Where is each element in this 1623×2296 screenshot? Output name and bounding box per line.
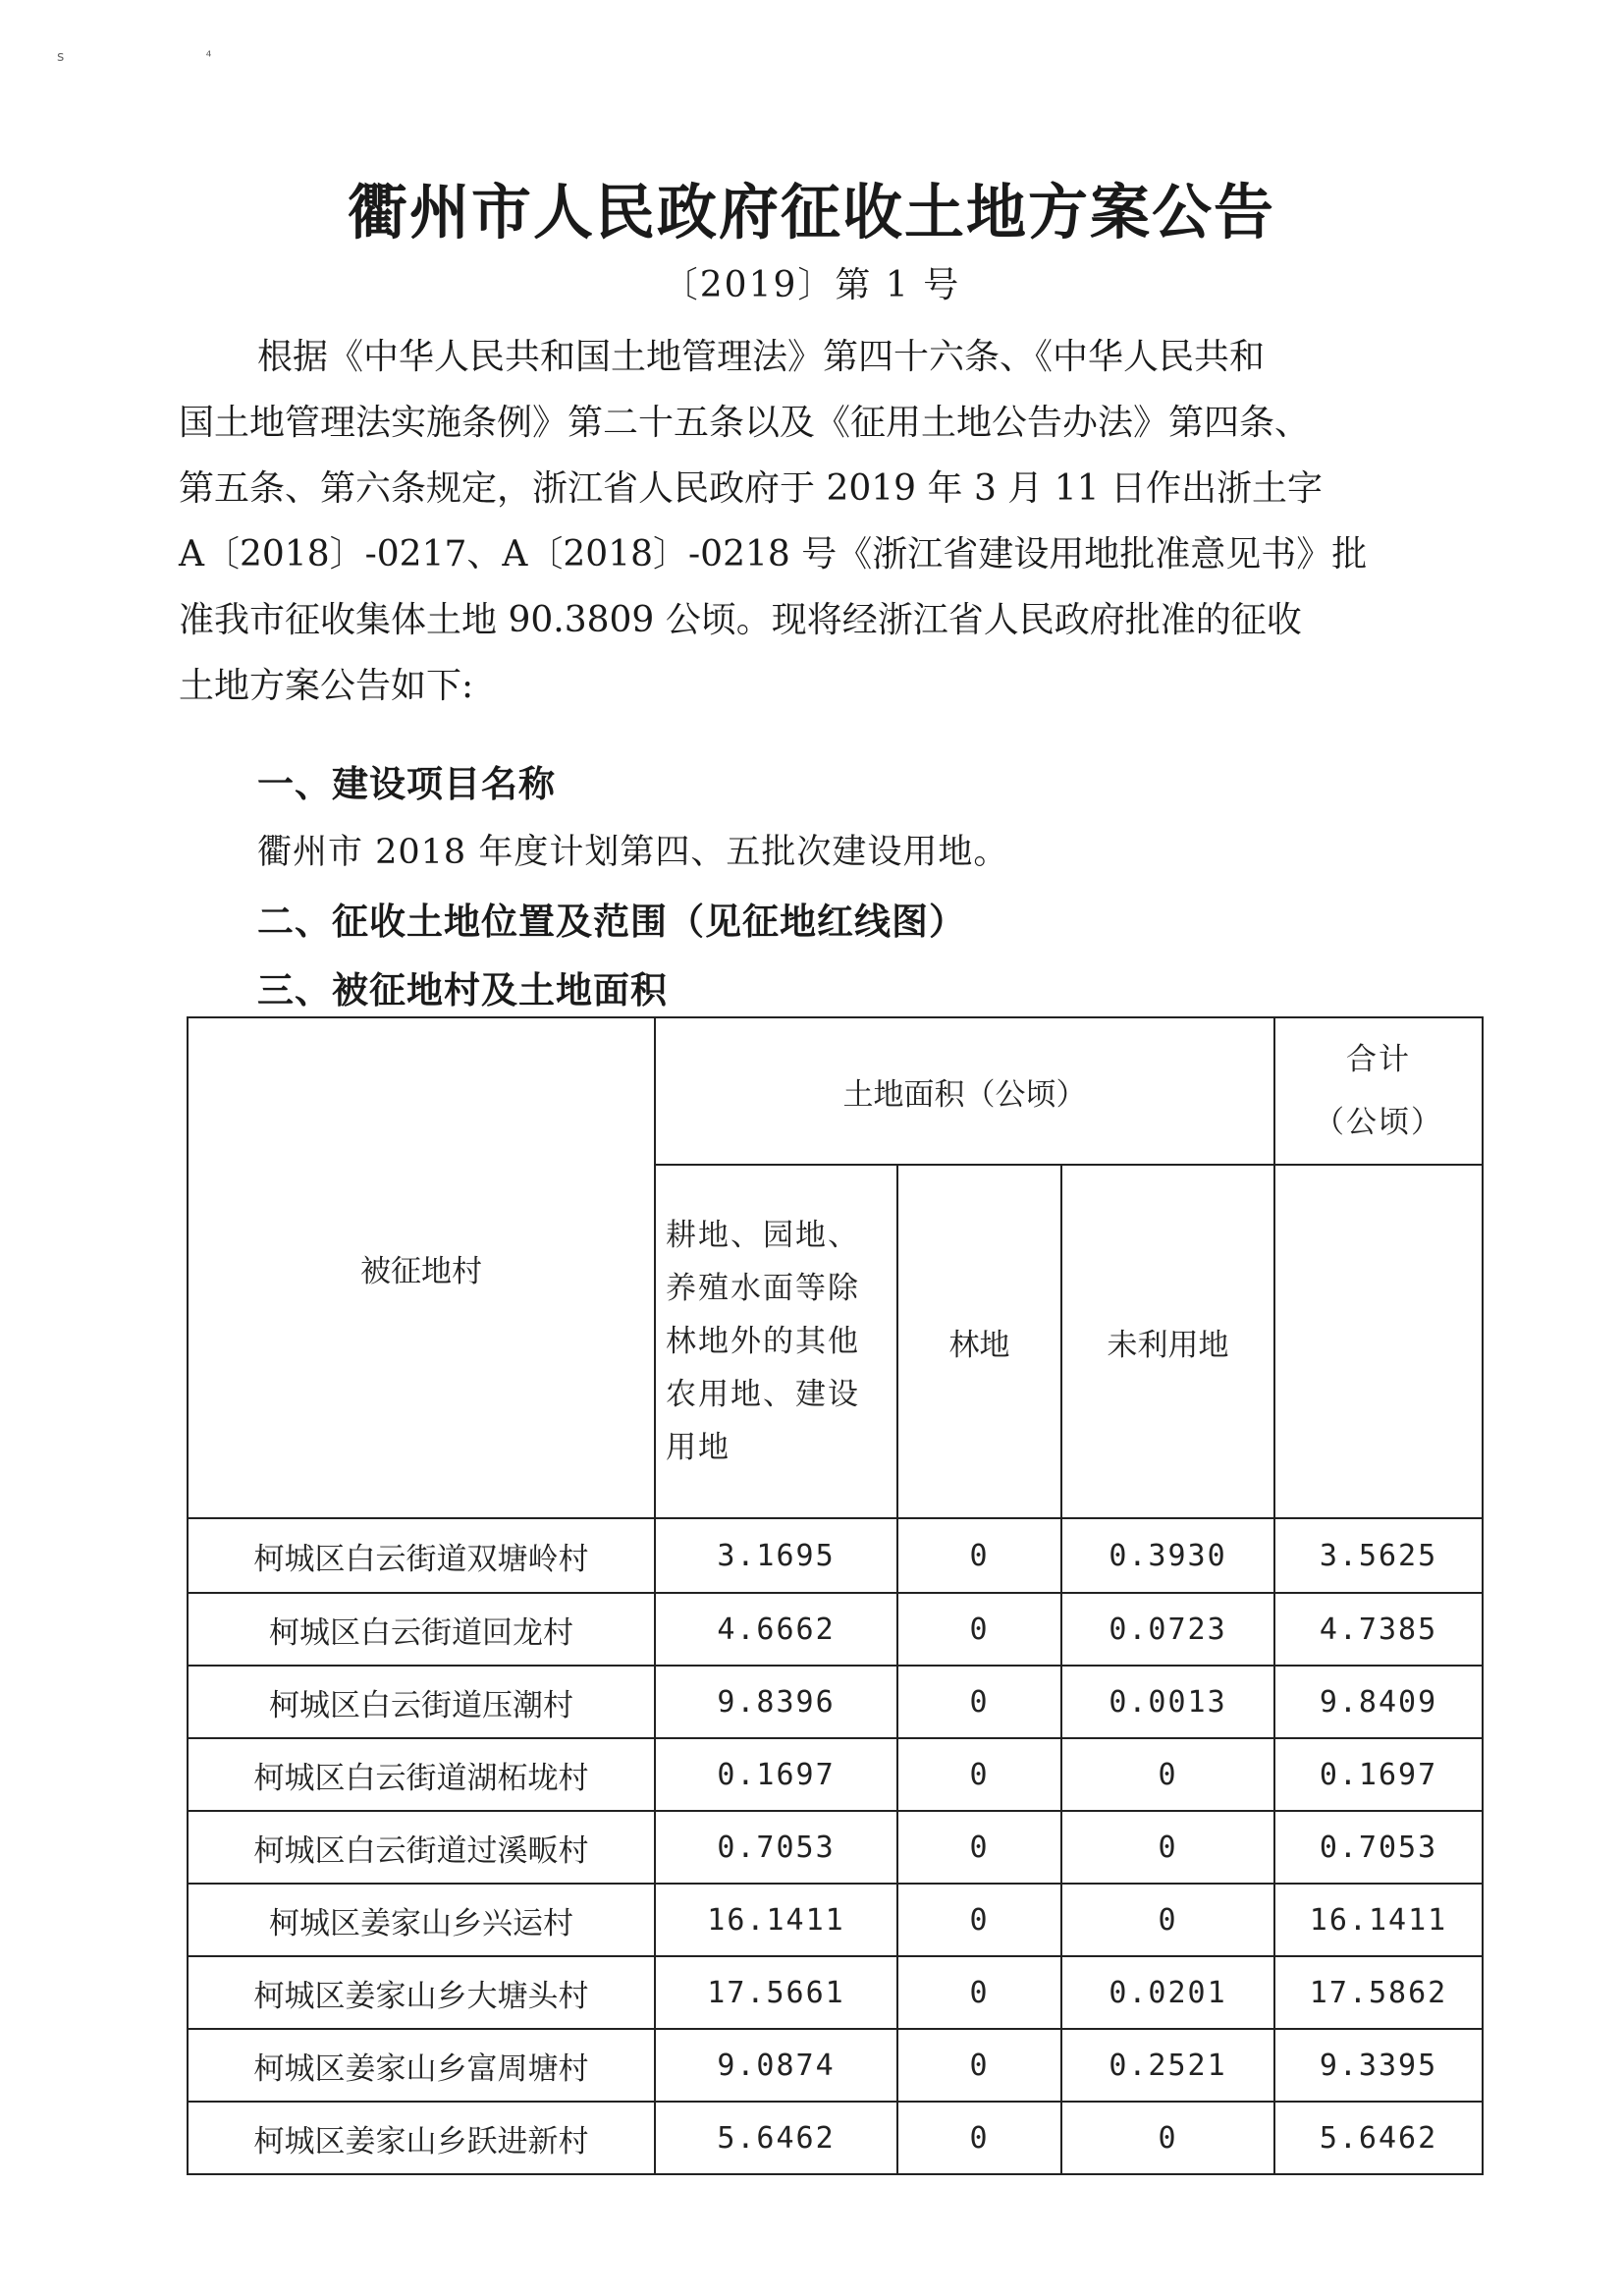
cell-unused: 0 <box>1061 2102 1274 2174</box>
header-unused: 未利用地 <box>1061 1165 1274 1518</box>
header-forest: 林地 <box>897 1165 1061 1518</box>
cell-farmland: 5.6462 <box>655 2102 897 2174</box>
document-number: 〔2019〕第 1 号 <box>662 265 961 305</box>
header-area-group: 土地面积（公顷） <box>655 1017 1274 1165</box>
cell-forest: 0 <box>897 2102 1061 2174</box>
cell-total: 9.3395 <box>1274 2029 1483 2102</box>
section2-heading: 二、征收土地位置及范围（见征地红线图） <box>257 901 966 943</box>
cell-unused: 0 <box>1061 1811 1274 1884</box>
table-row <box>188 2029 1483 2102</box>
cell-farmland: 17.5661 <box>655 1956 897 2029</box>
cell-farmland: 0.1697 <box>655 1738 897 1811</box>
cell-forest: 0 <box>897 1884 1061 1956</box>
cell-forest: 0 <box>897 1956 1061 2029</box>
cell-unused: 0.3930 <box>1061 1518 1274 1593</box>
section3-heading: 三、被征地村及土地面积 <box>257 969 668 1011</box>
table-row <box>188 2102 1483 2174</box>
section1-heading: 一、建设项目名称 <box>257 763 556 805</box>
cell-unused: 0 <box>1061 1884 1274 1956</box>
intro-line: 国土地管理法实施条例》第二十五条以及《征用土地公告办法》第四条、 <box>179 403 1311 443</box>
intro-line: 准我市征收集体土地 90.3809 公顷。现将经浙江省人民政府批准的征收 <box>179 600 1302 640</box>
cell-unused: 0.0201 <box>1061 1956 1274 2029</box>
cell-forest: 0 <box>897 1518 1061 1593</box>
cell-total: 9.8409 <box>1274 1666 1483 1738</box>
cell-village: 柯城区白云街道压潮村 <box>188 1666 655 1738</box>
intro-line: 土地方案公告如下: <box>179 666 474 706</box>
table-row <box>188 1666 1483 1738</box>
cell-village: 柯城区白云街道过溪畈村 <box>188 1811 655 1884</box>
header-total: 合计 （公顷） <box>1274 1017 1483 1165</box>
cell-farmland: 0.7053 <box>655 1811 897 1884</box>
land-area-table <box>187 1016 1484 2175</box>
cell-forest: 0 <box>897 1811 1061 1884</box>
cell-village: 柯城区姜家山乡兴运村 <box>188 1884 655 1956</box>
cell-village: 柯城区白云街道双塘岭村 <box>188 1518 655 1593</box>
cell-farmland: 3.1695 <box>655 1518 897 1593</box>
cell-total: 5.6462 <box>1274 2102 1483 2174</box>
cell-total: 16.1411 <box>1274 1884 1483 1956</box>
cell-unused: 0.0723 <box>1061 1593 1274 1666</box>
cell-village: 柯城区姜家山乡跃进新村 <box>188 2102 655 2174</box>
table-row <box>188 1518 1483 1593</box>
cell-total: 3.5625 <box>1274 1518 1483 1593</box>
cell-total: 0.7053 <box>1274 1811 1483 1884</box>
cell-farmland: 16.1411 <box>655 1884 897 1956</box>
cell-forest: 0 <box>897 2029 1061 2102</box>
scan-marks: s ⁴ <box>57 49 281 65</box>
cell-forest: 0 <box>897 1738 1061 1811</box>
cell-farmland: 9.0874 <box>655 2029 897 2102</box>
intro-paragraph <box>179 324 1445 719</box>
intro-line: A〔2018〕-0217、A〔2018〕-0218 号《浙江省建设用地批准意见书》批 <box>179 534 1368 574</box>
cell-village: 柯城区白云街道湖柘垅村 <box>188 1738 655 1811</box>
header-farmland: 耕地、园地、 养殖水面等除 林地外的其他 农用地、建设 用地 <box>655 1165 897 1518</box>
cell-unused: 0.2521 <box>1061 2029 1274 2102</box>
document-title: 衢州市人民政府征收土地方案公告 <box>347 178 1275 247</box>
cell-forest: 0 <box>897 1593 1061 1666</box>
intro-line: 根据《中华人民共和国土地管理法》第四十六条、《中华人民共和 <box>257 337 1266 377</box>
cell-total: 17.5862 <box>1274 1956 1483 2029</box>
header-total-blank <box>1274 1165 1483 1518</box>
cell-village: 柯城区姜家山乡大塘头村 <box>188 1956 655 2029</box>
table-row <box>188 1811 1483 1884</box>
section1-text: 衢州市 2018 年度计划第四、五批次建设用地。 <box>257 833 1009 872</box>
cell-unused: 0.0013 <box>1061 1666 1274 1738</box>
table-row <box>188 1593 1483 1666</box>
table-row <box>188 1956 1483 2029</box>
cell-farmland: 9.8396 <box>655 1666 897 1738</box>
cell-total: 4.7385 <box>1274 1593 1483 1666</box>
cell-forest: 0 <box>897 1666 1061 1738</box>
cell-total: 0.1697 <box>1274 1738 1483 1811</box>
intro-line: 第五条、第六条规定，浙江省人民政府于 2019 年 3 月 11 日作出浙土字 <box>179 468 1323 509</box>
table-row <box>188 1738 1483 1811</box>
table-row <box>188 1884 1483 1956</box>
cell-village: 柯城区姜家山乡富周塘村 <box>188 2029 655 2102</box>
header-village: 被征地村 <box>188 1017 655 1518</box>
cell-village: 柯城区白云街道回龙村 <box>188 1593 655 1666</box>
cell-farmland: 4.6662 <box>655 1593 897 1666</box>
cell-unused: 0 <box>1061 1738 1274 1811</box>
